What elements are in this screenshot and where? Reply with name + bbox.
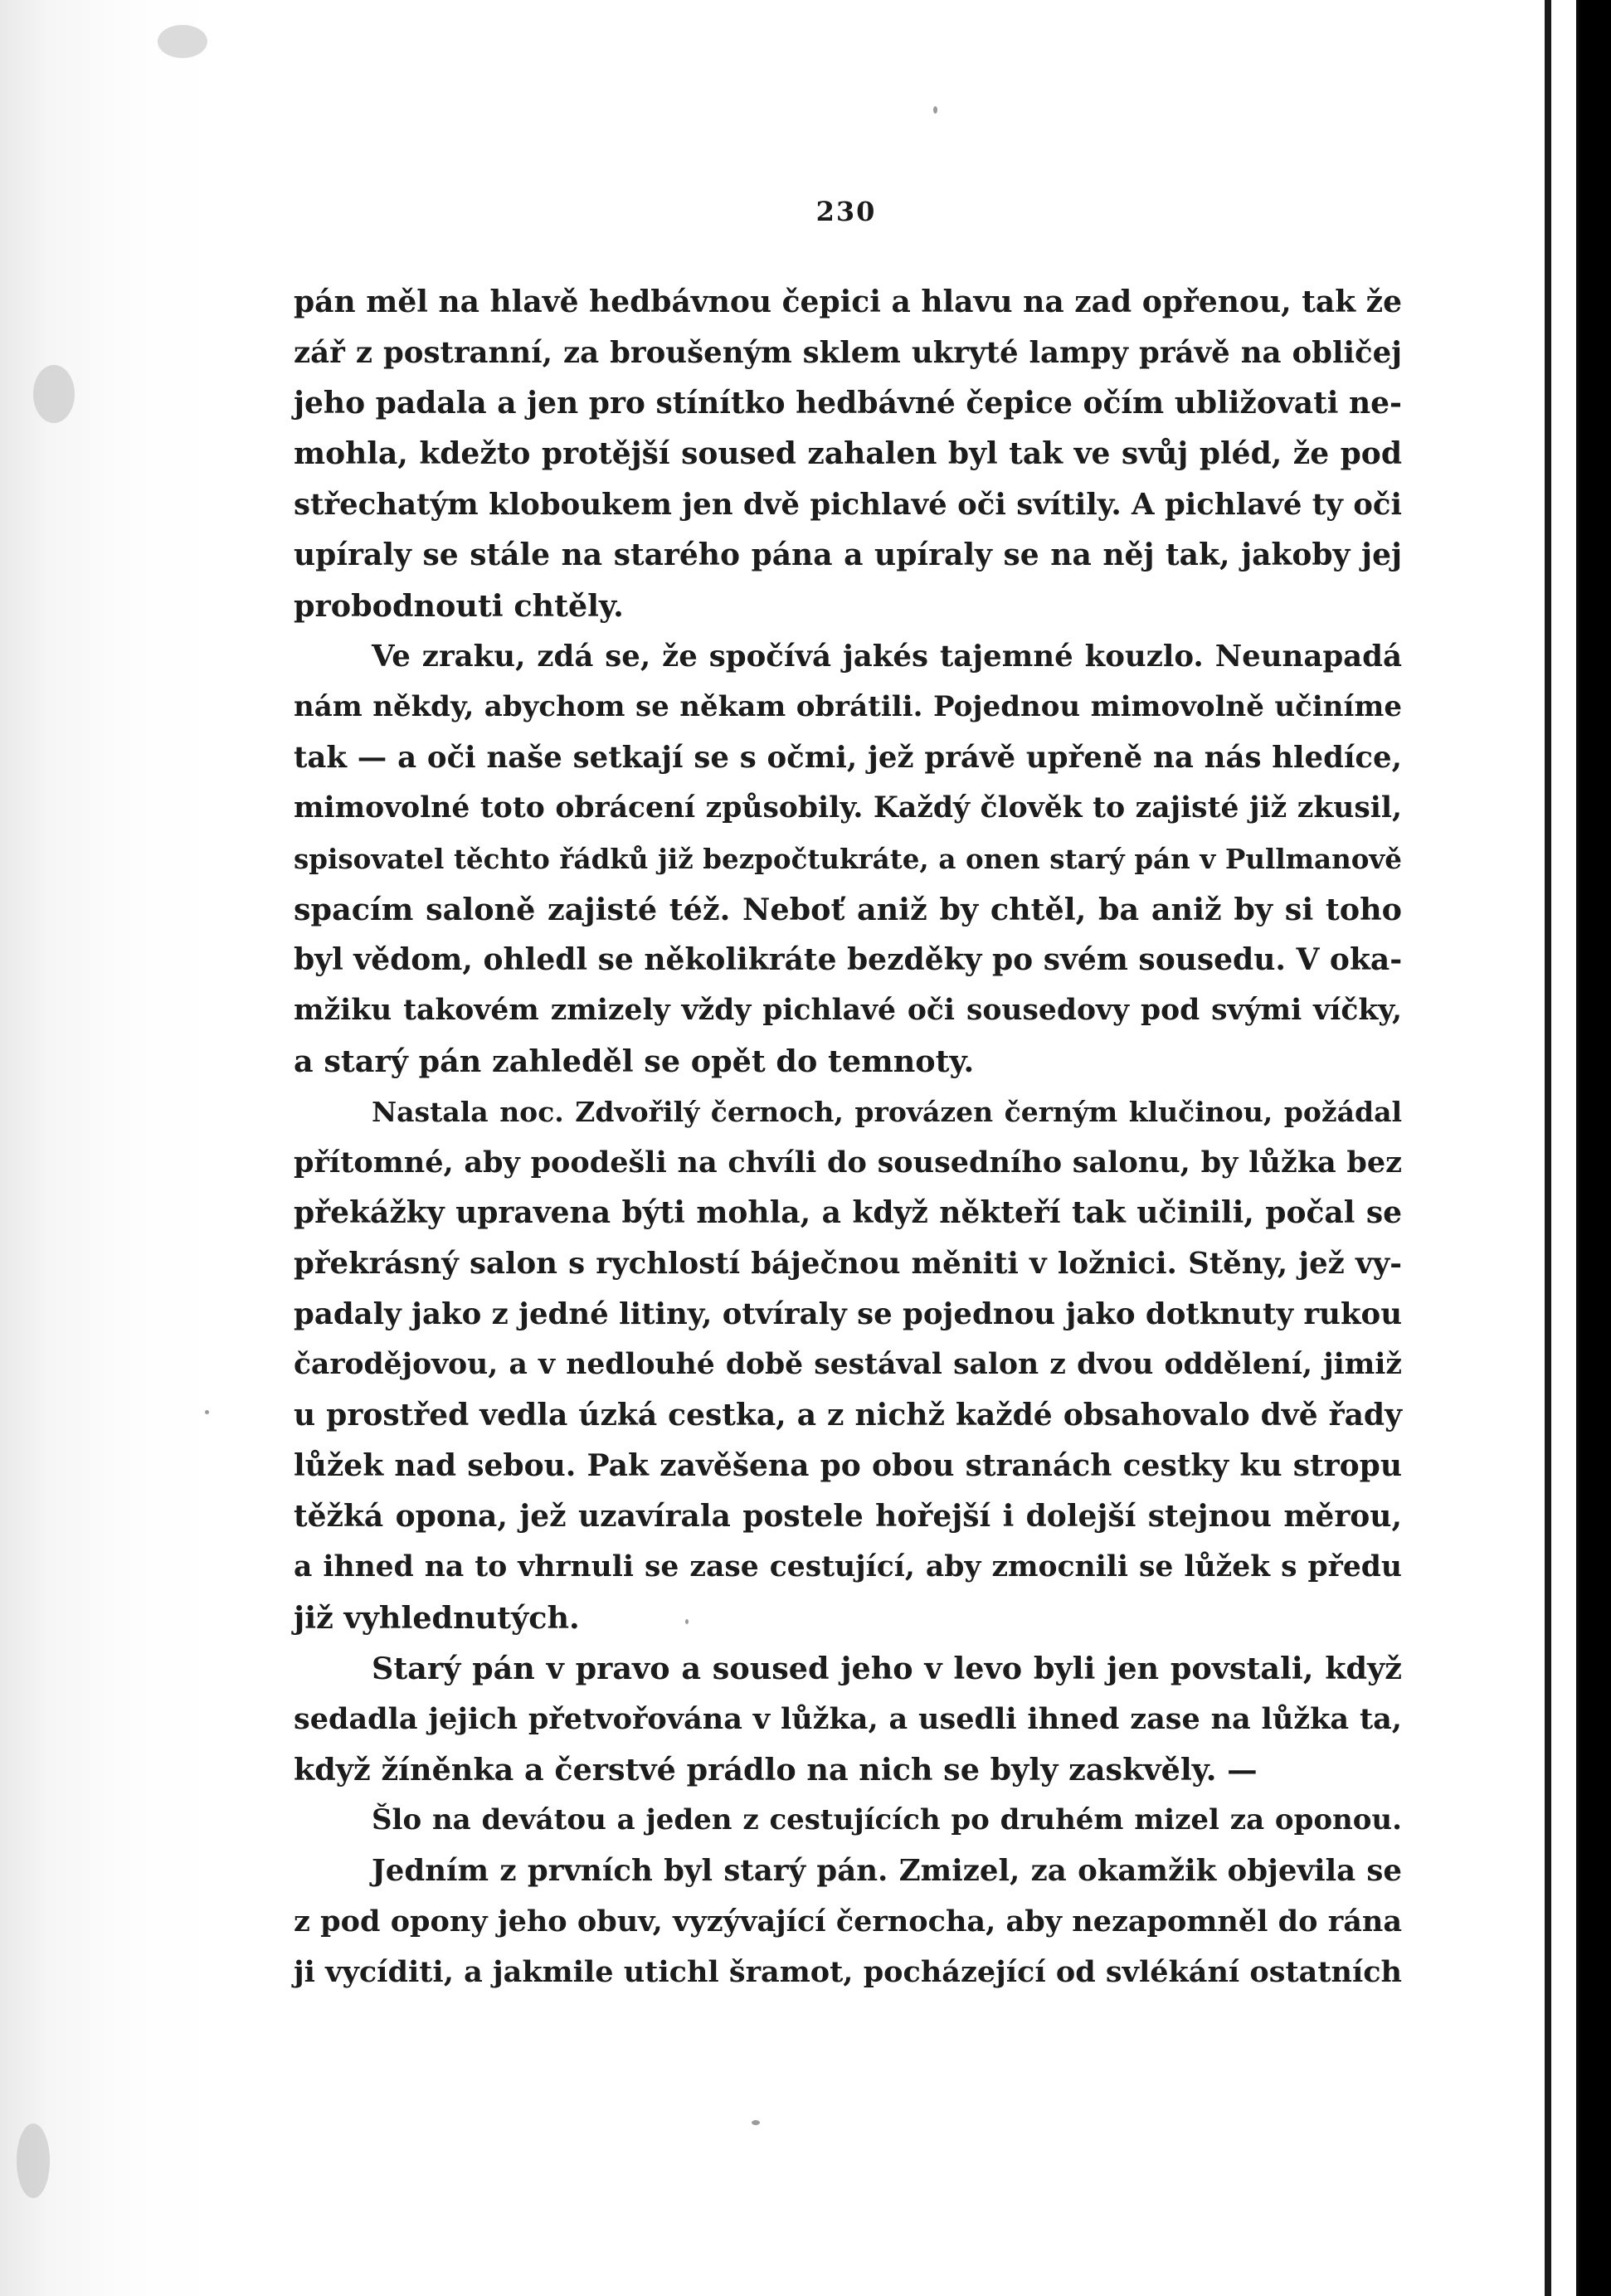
text-line: ji vycíditi, a jakmile utichl šramot, pocházející od svlékání ostatních: [294, 1955, 1402, 1989]
text-line: mohla, kdežto protější soused zahalen byl tak ve svůj pléd, že pod: [294, 436, 1402, 471]
text-line: lůžek nad sebou. Pak zavěšena po obou stranách cestky ku stropu: [294, 1448, 1402, 1483]
text-line: již vyhlednutých.: [294, 1600, 580, 1636]
text-line: padaly jako z jedné litiny, otvíraly se pojednou jako dotknuty rukou: [294, 1297, 1403, 1331]
text-line: tak — a oči naše setkají se s očmi, jež právě upřeně na nás hledíce,: [294, 741, 1402, 775]
text-line: spacím saloně zajisté též. Neboť aniž by chtěl, ba aniž by si toho: [294, 892, 1402, 927]
text-line: střechatým kloboukem jen dvě pichlavé oči svítily. A pichlavé ty oči: [294, 488, 1402, 522]
page-number: 230: [815, 196, 877, 227]
text-line: Nastala noc. Zdvořilý černoch, provázen černým klučinou, požádal: [372, 1096, 1402, 1128]
text-line: u prostřed vedla úzká cestka, a z nichž každé obsahovalo dvě řady: [294, 1398, 1402, 1433]
text-line: Jedním z prvních byl starý pán. Zmizel, za okamžik objevila se: [372, 1854, 1402, 1888]
text-line: překážky upravena býti mohla, a když někteří tak učinili, počal se: [294, 1195, 1402, 1230]
text-line: byl vědom, ohledl se několikráte bezděky po svém sousedu. V oka-: [294, 942, 1403, 977]
binding-shadow-line: [1545, 0, 1551, 2296]
text-line: mžiku takovém zmizely vždy pichlavé oči sousedovy pod svými víčky,: [294, 994, 1402, 1027]
text-line: zář z postranní, za broušeným sklem ukryté lampy právě na obličej: [294, 336, 1402, 370]
smudge: [158, 25, 207, 58]
speck: [205, 1410, 209, 1414]
speck: [752, 2120, 760, 2125]
text-line: přítomné, aby poodešli na chvíli do sousedního salonu, by lůžka bez: [294, 1146, 1402, 1180]
text-line: jeho padala a jen pro stínítko hedbávné čepice očím ubližovati ne-: [294, 386, 1402, 421]
body-text: [294, 277, 1402, 1997]
text-line: překrásný salon s rychlostí báječnou měniti v ložnici. Stěny, jež vy-: [294, 1247, 1402, 1281]
text-line: a starý pán zahleděl se opět do temnoty.: [294, 1043, 975, 1079]
text-line: Šlo na devátou a jeden z cestujících po druhém mizel za oponou.: [372, 1803, 1402, 1836]
text-line: nám někdy, abychom se někam obrátili. Pojednou mimovolně učiníme: [294, 690, 1402, 723]
text-line: z pod opony jeho obuv, vyzývající černocha, aby nezapomněl do rána: [294, 1904, 1402, 1938]
text-line: Ve zraku, zdá se, že spočívá jakés tajemné kouzlo. Neunapadá: [372, 640, 1402, 674]
text-line: čarodějovou, a v nedlouhé době sestával salon z dvou oddělení, jimiž: [294, 1348, 1402, 1381]
speck: [933, 106, 937, 114]
text-line: upíraly se stále na starého pána a upíraly se na něj tak, jakoby jej: [294, 538, 1402, 572]
text-line: těžká opona, jež uzavírala postele hořejší i dolejší stejnou měrou,: [294, 1499, 1402, 1534]
text-line: pán měl na hlavě hedbávnou čepici a hlavu na zad opřenou, tak že: [294, 285, 1402, 319]
text-line: spisovatel těchto řádků již bezpočtukráte, a onen starý pán v Pullmanově: [294, 843, 1402, 875]
text-line: když žíněnka a čerstvé prádlo na nich se byly zaskvěly. —: [294, 1752, 1258, 1788]
scan-border-right: [1576, 0, 1611, 2296]
smudge: [17, 2123, 50, 2198]
text-line: mimovolné toto obrácení způsobily. Každý člověk to zajisté již zkusil,: [294, 791, 1402, 825]
text-line: a ihned na to vhrnuli se zase cestující, aby zmocnili se lůžek s předu: [294, 1550, 1402, 1583]
text-line: probodnouti chtěly.: [294, 588, 624, 624]
text-line: Starý pán v pravo a soused jeho v levo byli jen povstali, když: [372, 1651, 1402, 1686]
text-line: sedadla jejich přetvořována v lůžka, a usedli ihned zase na lůžka ta,: [294, 1702, 1402, 1736]
smudge: [33, 365, 75, 423]
